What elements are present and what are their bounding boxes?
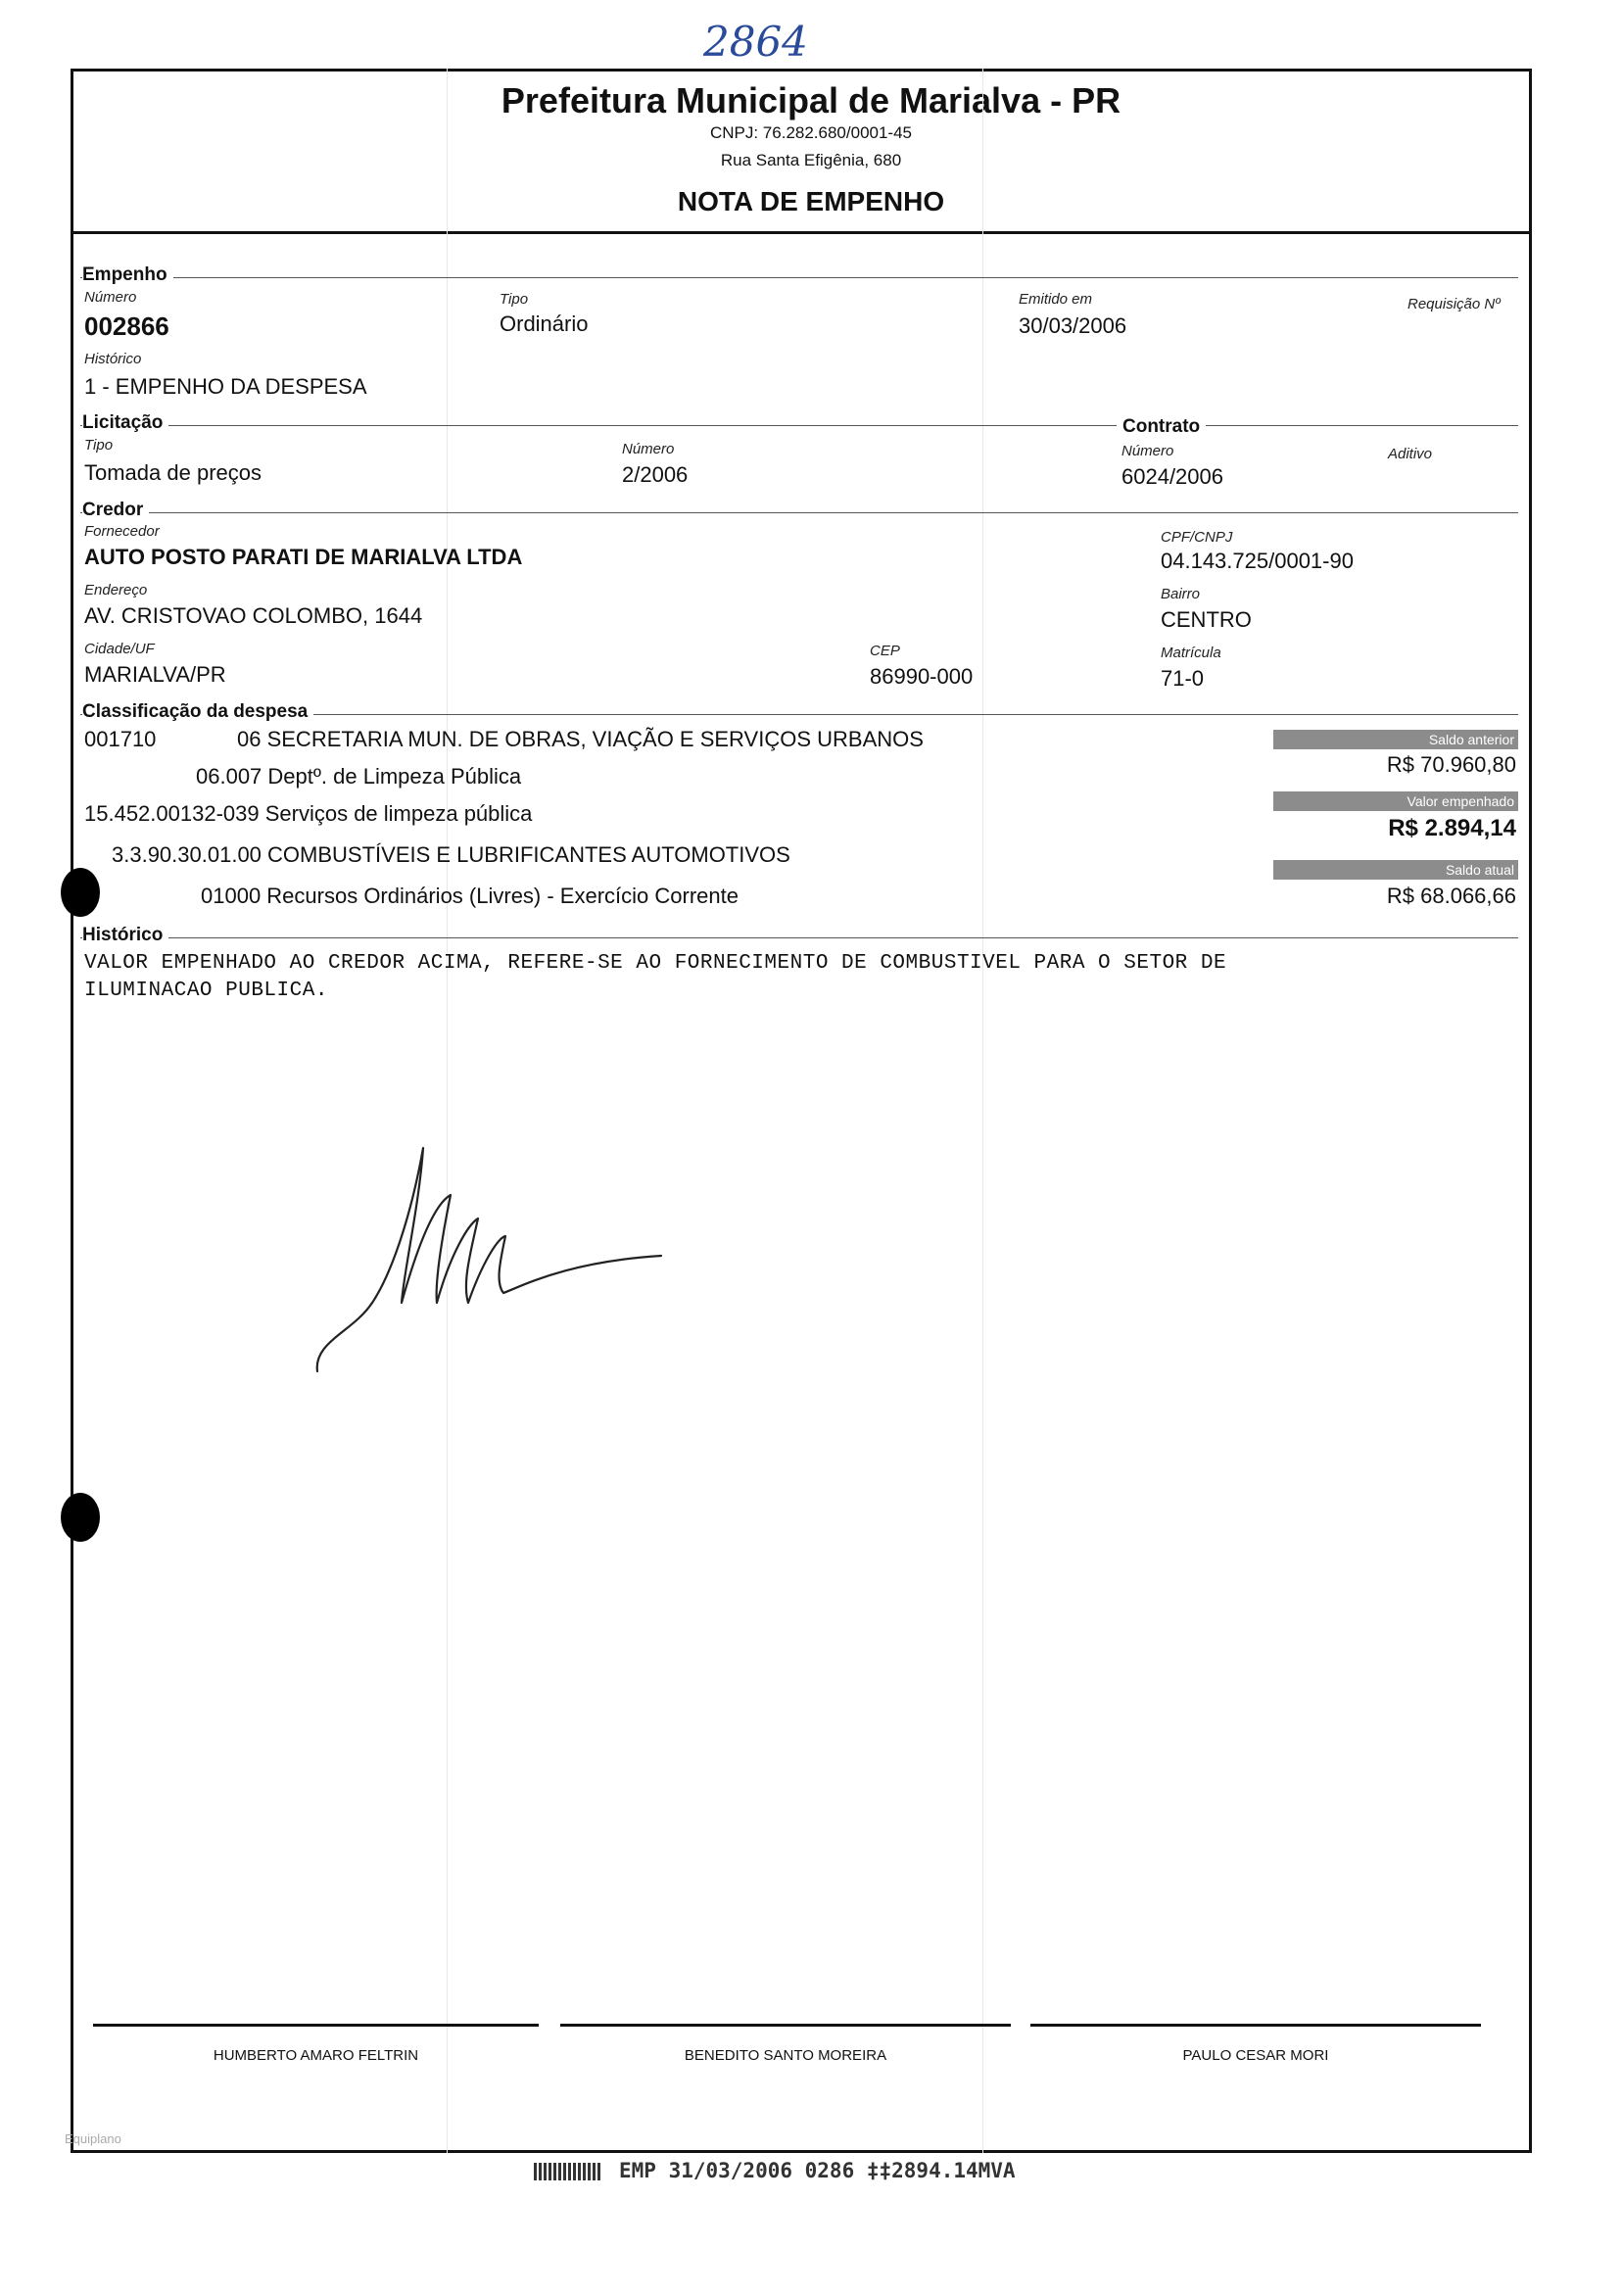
contrato-aditivo-label: Aditivo [1388,446,1433,462]
column-guide [447,69,448,2153]
licitacao-tipo-label: Tipo [84,437,114,454]
empenho-rule [80,277,1518,278]
contrato-numero-label: Número [1121,443,1174,459]
fornecedor-name: AUTO POSTO PARATI DE MARIALVA LTDA [84,545,523,569]
valor-empenhado-value: R$ 2.894,14 [1388,815,1516,841]
contrato-section-title: Contrato [1117,416,1206,438]
signature-line [560,2024,1011,2027]
empenho-numero: 002866 [84,311,169,341]
emitido-date: 30/03/2006 [1019,313,1127,338]
matricula: 71-0 [1161,666,1205,691]
cidade-label: Cidade/UF [84,641,155,657]
footer-mechanical-stamp: EMP 31/03/2006 0286 ‡‡2894.14MVA [619,2159,1016,2182]
classificacao-funcional: 15.452.00132-039 Serviços de limpeza pública [84,801,533,826]
bairro: CENTRO [1161,607,1252,632]
header-divider [71,231,1532,234]
document-title: NOTA DE EMPENHO [677,186,945,216]
saldo-anterior-label: Saldo anterior [1273,730,1518,749]
licitacao-section-title: Licitação [82,412,168,434]
historico-line-1: VALOR EMPENHADO AO CREDOR ACIMA, REFERE-SE AO FORNECIMENTO DE COMBUSTIVEL PARA O SETOR DE [84,952,1227,975]
historico-line-2: ILUMINACAO PUBLICA. [84,980,328,1002]
fornecedor-label: Fornecedor [84,523,160,540]
page-title: Prefeitura Municipal de Marialva - PR [501,80,1121,120]
signature-line [1030,2024,1481,2027]
cidade: MARIALVA/PR [84,662,226,687]
historico-rule [80,937,1518,938]
saldo-atual-label: Saldo atual [1273,860,1518,880]
signature-name-1: HUMBERTO AMARO FELTRIN [213,2047,419,2064]
signature-name-2: BENEDITO SANTO MOREIRA [684,2047,887,2064]
credor-rule [80,512,1518,513]
cpf-cnpj-label: CPF/CNPJ [1161,529,1233,546]
valor-empenhado-label: Valor empenhado [1273,791,1518,811]
header-cnpj: CNPJ: 76.282.680/0001-45 [709,123,913,142]
empenho-section-title: Empenho [82,264,173,286]
emitido-label: Emitido em [1019,291,1093,308]
cep-label: CEP [870,643,900,659]
saldo-anterior-value: R$ 70.960,80 [1386,752,1516,777]
bairro-label: Bairro [1161,586,1201,602]
classificacao-orgao: 06 SECRETARIA MUN. DE OBRAS, VIAÇÃO E SERVIÇOS URBANOS [237,727,924,751]
endereco: AV. CRISTOVAO COLOMBO, 1644 [84,603,423,628]
licitacao-numero: 2/2006 [622,462,689,487]
empenho-historico: 1 - EMPENHO DA DESPESA [84,374,367,399]
saldo-atual-value: R$ 68.066,66 [1386,884,1516,908]
credor-section-title: Credor [82,500,149,521]
signature-name-3: PAULO CESAR MORI [1182,2047,1329,2064]
cpf-cnpj: 04.143.725/0001-90 [1161,549,1354,573]
requisicao-label: Requisição Nº [1407,296,1501,312]
column-guide [982,69,983,2153]
cep: 86990-000 [870,664,974,689]
licitacao-tipo: Tomada de preços [84,460,262,485]
signature-line [93,2024,539,2027]
licitacao-rule [80,425,1518,426]
historico-section-title: Histórico [82,925,168,946]
empenho-historico-label: Histórico [84,351,142,367]
handwritten-page-number: 2864 [703,18,808,66]
classificacao-recurso: 01000 Recursos Ordinários (Livres) - Exercício Corrente [201,884,739,908]
barcode-mark [534,2163,602,2180]
footer-software-name: Equiplano [65,2131,121,2146]
endereco-label: Endereço [84,582,148,598]
classificacao-unidade: 06.007 Deptº. de Limpeza Pública [196,764,522,789]
licitacao-numero-label: Número [622,441,675,457]
empenho-tipo: Ordinário [500,311,589,336]
classificacao-codigo: 001710 [84,727,157,751]
classificacao-section-title: Classificação da despesa [82,701,313,723]
punch-hole [61,1493,100,1542]
punch-hole [61,868,100,917]
matricula-label: Matrícula [1161,645,1221,661]
empenho-numero-label: Número [84,289,137,306]
handwritten-signature [313,1136,666,1381]
classificacao-elemento: 3.3.90.30.01.00 COMBUSTÍVEIS E LUBRIFICANTES AUTOMOTIVOS [112,842,790,867]
empenho-tipo-label: Tipo [500,291,529,308]
contrato-numero: 6024/2006 [1121,464,1223,489]
header-address: Rua Santa Efigênia, 680 [720,151,902,169]
